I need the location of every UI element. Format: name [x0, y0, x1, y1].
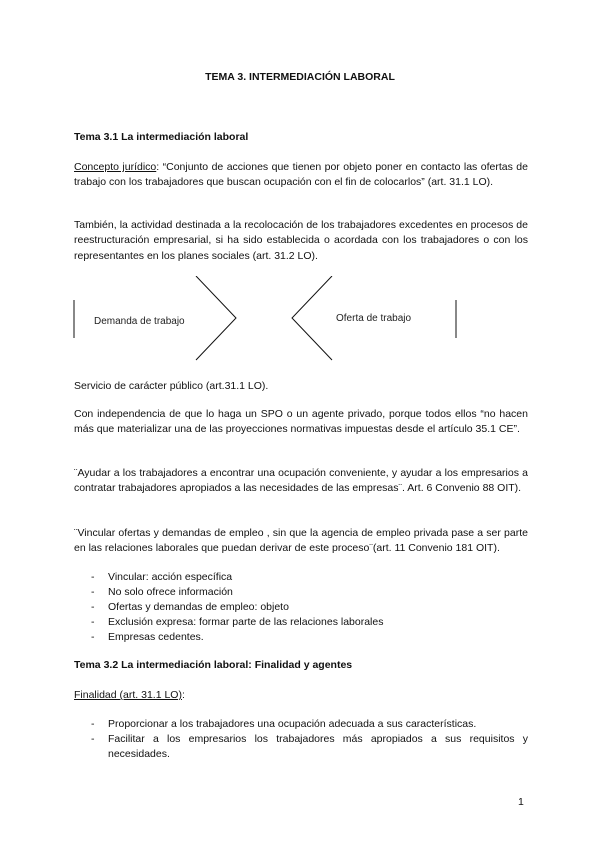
labor-market-diagram	[70, 276, 470, 362]
section-3-2-heading: Tema 3.2 La intermediación laboral: Finalidad y agentes	[74, 659, 353, 671]
offer-label: Oferta de trabajo	[336, 313, 412, 324]
section-3-2-bullet-list	[74, 717, 534, 762]
service-paragraph: Servicio de carácter público (art.31.1 LO).	[74, 380, 269, 392]
section-3-1-heading: Tema 3.1 La intermediación laboral	[74, 131, 249, 143]
left-pointing-chevron	[292, 276, 332, 360]
document-title: TEMA 3. INTERMEDIACIÓN LABORAL	[205, 71, 395, 83]
list-item: - Ofertas y demandas de empleo: objeto	[91, 601, 289, 613]
help-paragraph: ¨Ayudar a los trabajadores a encontrar una ocupación conveniente, y ayudar a los empresarios a contratar trabajadores apropiados a las necesidades de las empresas¨. Art. 6 Convenio 88 OIT).	[74, 467, 528, 495]
link-paragraph: ¨Vincular ofertas y demandas de empleo , sin que la agencia de empleo privada pase a ser parte en las relaciones laborales que puedan derivar de este proceso¨(art. 11 Convenio 181 OIT).	[74, 527, 528, 555]
list-item: - Empresas cedentes.	[91, 631, 204, 643]
concept-text: : “Conjunto de acciones que tienen por objeto poner en contacto las ofertas de trabajo con los trabajadores que buscan ocupación con el fin de colocarlos” (art. 31.1 LO).	[74, 161, 528, 189]
purpose-heading: Finalidad (art. 31.1 LO):	[74, 689, 185, 701]
demand-label: Demanda de trabajo	[94, 316, 185, 327]
section-3-1-bullet-list	[74, 570, 534, 645]
right-pointing-chevron	[196, 276, 236, 360]
list-item: - Vincular: acción específica	[91, 571, 233, 583]
concept-label: Concepto jurídico	[74, 161, 157, 173]
list-item: - Exclusión expresa: formar parte de las relaciones laborales	[91, 616, 384, 628]
list-item: - No solo ofrece información	[91, 586, 233, 598]
list-item: - Proporcionar a los trabajadores una ocupación adecuada a sus características.	[91, 718, 477, 730]
page-number: 1	[518, 796, 524, 808]
purpose-label: Finalidad (art. 31.1 LO)	[74, 689, 182, 701]
independence-paragraph: Con independencia de que lo haga un SPO o un agente privado, porque todos ellos “no hacen más que materializar una de las proyecciones normativas impuestas desde el artículo 35.1 CE”.	[74, 408, 528, 436]
concept-paragraph	[74, 160, 528, 191]
also-paragraph: También, la actividad destinada a la recolocación de los trabajadores excedentes en procesos de reestructuración empresarial, si ha sido establecida o acordada con los trabajadores o con los representantes en los planes sociales (art. 31.2 LO).	[74, 219, 528, 262]
list-item: - Facilitar a los empresarios los trabajadores más apropiados a sus requisitos y necesidades.	[91, 733, 528, 760]
